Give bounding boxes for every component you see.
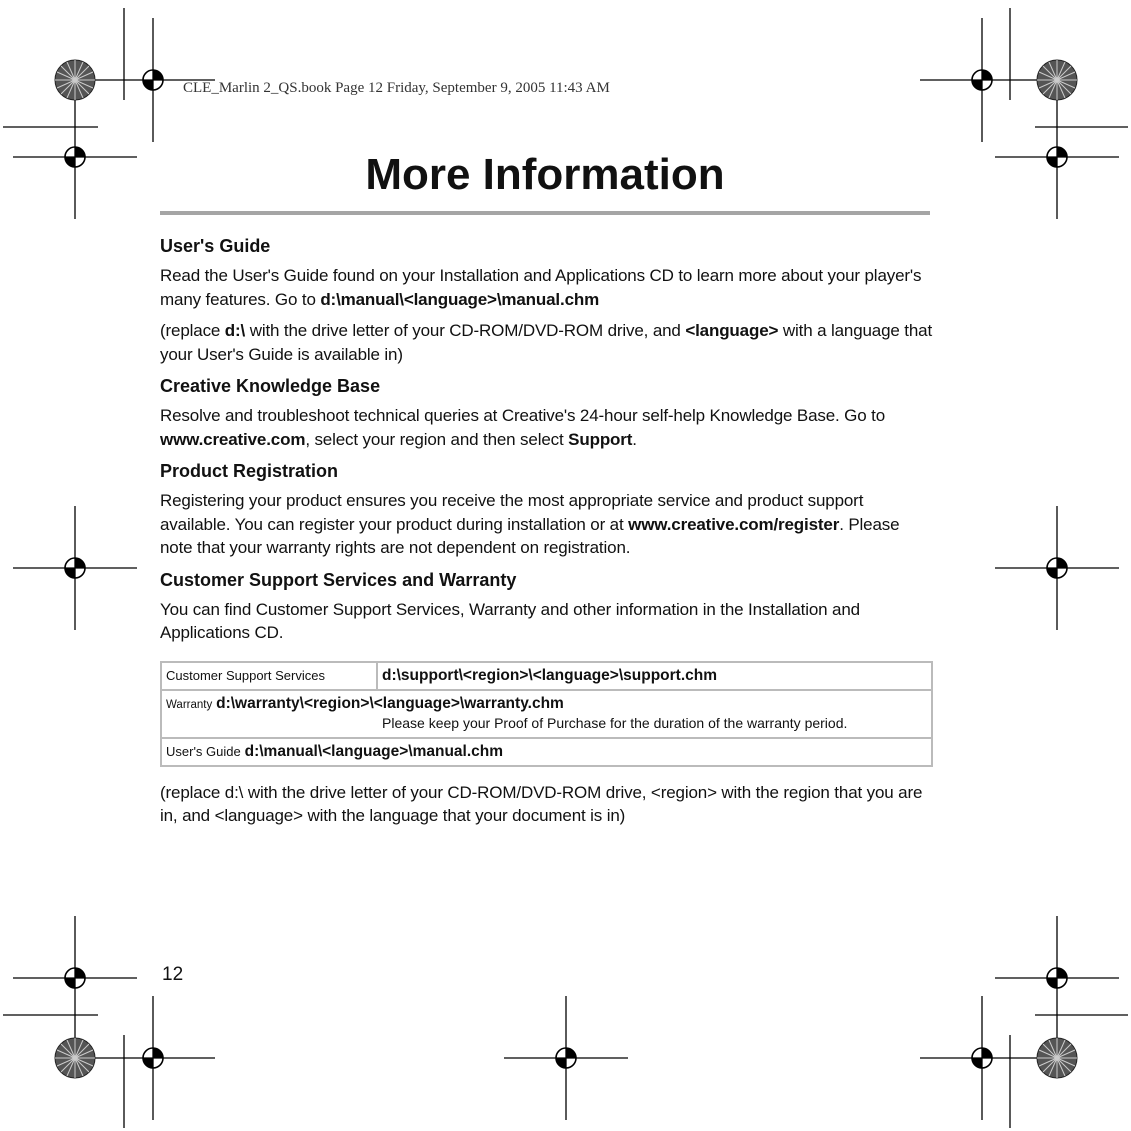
cell-label: User's Guide	[166, 743, 241, 759]
section-heading: Product Registration	[160, 461, 339, 481]
table-cell-merged	[161, 738, 932, 766]
section-heading: Customer Support Services and Warranty	[160, 569, 517, 590]
support-info-table	[160, 661, 933, 767]
section-product-registration	[160, 459, 935, 560]
print-header-line: CLE_Marlin 2_QS.book Page 12 Friday, September 9, 2005 11:43 AM	[183, 80, 610, 96]
title-rule	[160, 211, 930, 215]
section-users-guide	[160, 234, 935, 366]
crosshair-mark-bottom-right	[920, 996, 1044, 1120]
text: (replace	[160, 321, 225, 340]
text: .	[632, 429, 637, 449]
section-paragraph	[160, 319, 935, 366]
text: Read the User's Guide found on your Installation and Applications CD to learn more about your player's many features. Go to	[160, 266, 922, 309]
content	[160, 234, 935, 836]
cell-label: Warranty	[166, 698, 213, 711]
link-text: www.creative.com	[160, 429, 306, 449]
bold-text: Support	[568, 429, 633, 449]
cell-label: Customer Support Services	[166, 667, 325, 683]
crosshair-mark-top-right	[920, 18, 1044, 142]
cell-path: d:\warranty\<region>\<language>\warranty.chm	[216, 694, 564, 712]
path-text: d:\manual\<language>\manual.chm	[320, 289, 600, 309]
section-paragraph	[160, 489, 935, 560]
footer-note: (replace d:\ with the drive letter of your CD-ROM/DVD-ROM drive, <region> with the region that you are in, and <language> with the language that your document is in)	[160, 782, 923, 825]
crosshair-mark-mid-right	[995, 506, 1119, 630]
table-cell-merged	[161, 690, 932, 738]
table-row	[161, 662, 932, 690]
page-title: More Information	[365, 150, 725, 199]
cell-path: d:\support\<region>\<language>\support.chm	[382, 666, 718, 684]
section-heading: Creative Knowledge Base	[160, 376, 381, 396]
table-cell-label	[161, 662, 377, 690]
text: , select your region and then select	[305, 429, 569, 449]
link-text: www.creative.com/register	[628, 514, 840, 534]
crosshair-mark-bottom-center	[504, 996, 628, 1120]
text: . Please note that your warranty rights are not dependent on registration.	[160, 514, 900, 557]
crosshair-mark-lower-right	[995, 916, 1119, 1040]
bold-text: <language>	[685, 321, 779, 340]
section-paragraph	[160, 264, 935, 311]
crosshair-mark-upper-left	[13, 95, 137, 219]
section-paragraph	[160, 404, 935, 451]
section-customer-support	[160, 568, 935, 645]
text: You can find Customer Support Services, Warranty and other information in the Installation and Applications CD.	[160, 599, 860, 642]
text: with the drive letter of your CD-ROM/DVD-ROM drive, and	[245, 321, 686, 340]
section-knowledge-base	[160, 374, 935, 451]
color-bar-bottom-right	[1037, 1038, 1077, 1078]
table-row	[161, 690, 932, 738]
text: Registering your product ensures you receive the most appropriate service and product support available. You can register your product during installation or at	[160, 491, 864, 534]
text: with a language that your User's Guide is available in)	[160, 321, 933, 364]
table-row	[161, 738, 932, 766]
cell-path: d:\manual\<language>\manual.chm	[244, 742, 504, 760]
section-heading: User's Guide	[160, 236, 271, 256]
color-bar-top-left	[55, 60, 95, 100]
page-number: 12	[162, 964, 184, 985]
bold-text: d:\	[224, 321, 246, 340]
section-paragraph	[160, 598, 935, 645]
table-cell-path	[377, 662, 932, 690]
crosshair-mark-lower-left	[13, 916, 137, 1040]
color-bar-bottom-left	[55, 1038, 95, 1078]
crosshair-mark-upper-right	[995, 95, 1119, 219]
crosshair-mark-bottom-left	[91, 996, 215, 1120]
text: Resolve and troubleshoot technical queries at Creative's 24-hour self-help Knowledge Base. Go to	[160, 406, 886, 425]
color-bar-top-right	[1037, 60, 1077, 100]
cell-note: Please keep your Proof of Purchase for the duration of the warranty period.	[382, 714, 848, 731]
crosshair-mark-mid-left	[13, 506, 137, 630]
